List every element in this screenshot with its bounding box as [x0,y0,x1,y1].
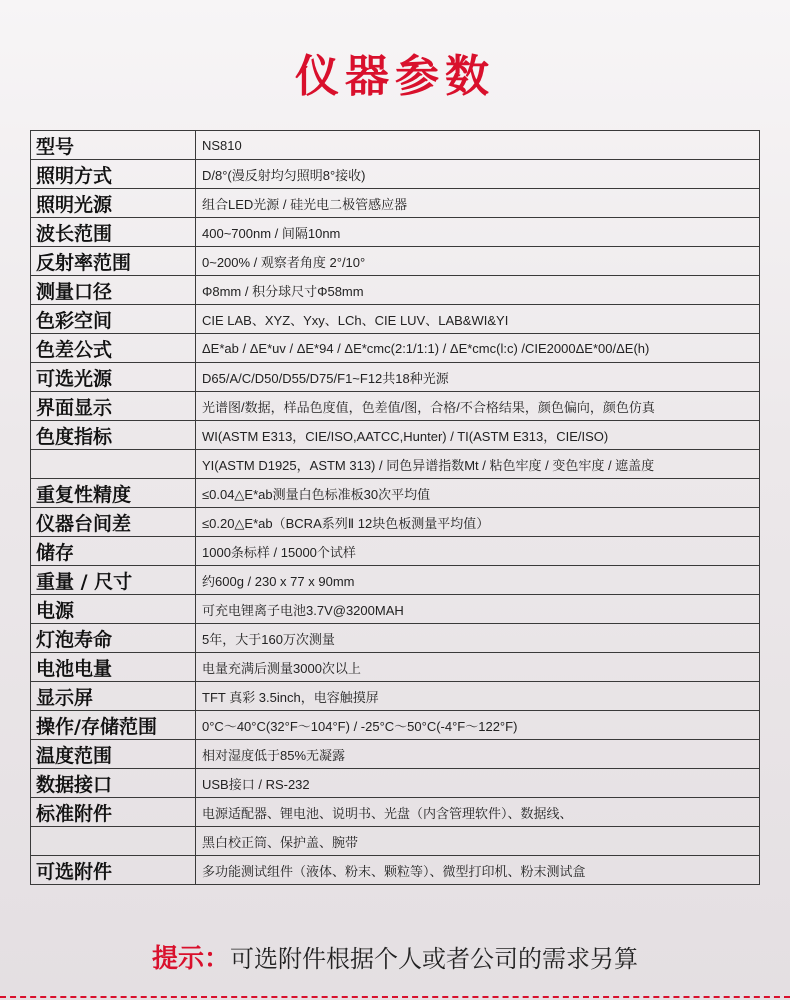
spec-label: 标准附件 [31,798,196,827]
spec-table [30,130,760,885]
table-row [31,160,760,189]
spec-value: D/8°(漫反射均匀照明8°接收) [196,160,760,189]
spec-value: Φ8mm / 积分球尺寸Φ58mm [196,276,760,305]
spec-label: 照明光源 [31,189,196,218]
spec-value: 黑白校正筒、保护盖、腕带 [196,827,760,856]
table-row [31,769,760,798]
spec-value: YI(ASTM D1925，ASTM 313) / 同色异谱指数Mt / 粘色牢度 / 变色牢度 / 遮盖度 [196,450,760,479]
spec-label: 可选附件 [31,856,196,885]
spec-label: 反射率范围 [31,247,196,276]
spec-label: 操作/存储范围 [31,711,196,740]
spec-value: 0°C～40°C(32°F～104°F) / -25°C～50°C(-4°F～122°F) [196,711,760,740]
spec-label: 测量口径 [31,276,196,305]
bottom-dashed-divider [0,996,790,998]
table-row [31,653,760,682]
spec-label [31,450,196,479]
spec-label: 界面显示 [31,392,196,421]
spec-label: 数据接口 [31,769,196,798]
spec-value: USB接口 / RS-232 [196,769,760,798]
table-row [31,740,760,769]
spec-value: 1000条标样 / 15000个试样 [196,537,760,566]
spec-value: 可充电锂离子电池3.7V@3200MAH [196,595,760,624]
table-row [31,682,760,711]
table-row [31,711,760,740]
spec-label: 可选光源 [31,363,196,392]
table-row [31,479,760,508]
spec-value: 相对湿度低于85%无凝露 [196,740,760,769]
spec-value: 5年，大于160万次测量 [196,624,760,653]
spec-value: CIE LAB、XYZ、Yxy、LCh、CIE LUV、LAB&WI&YI [196,305,760,334]
spec-value: 电源适配器、锂电池、说明书、光盘（内含管理软件）、数据线、 [196,798,760,827]
spec-label: 波长范围 [31,218,196,247]
spec-value: 多功能测试组件（液体、粉末、颗粒等）、微型打印机、粉末测试盒 [196,856,760,885]
table-row [31,508,760,537]
spec-label: 显示屏 [31,682,196,711]
tip-label: 提示： [151,944,230,974]
table-row [31,363,760,392]
spec-label: 温度范围 [31,740,196,769]
spec-value: 约600g / 230 x 77 x 90mm [196,566,760,595]
table-row [31,798,760,827]
table-row [31,450,760,479]
spec-value: NS810 [196,131,760,160]
spec-value: 400~700nm / 间隔10nm [196,218,760,247]
spec-label: 重复性精度 [31,479,196,508]
table-row [31,624,760,653]
spec-label [31,827,196,856]
spec-label: 照明方式 [31,160,196,189]
spec-value: 电量充满后测量3000次以上 [196,653,760,682]
table-row [31,392,760,421]
table-row [31,856,760,885]
table-row [31,131,760,160]
spec-label: 灯泡寿命 [31,624,196,653]
spec-label: 储存 [31,537,196,566]
spec-value: 光谱图/数据，样品色度值，色差值/图，合格/不合格结果，颜色偏向，颜色仿真 [196,392,760,421]
spec-label: 电源 [31,595,196,624]
spec-value: ΔE*ab / ΔE*uv / ΔE*94 / ΔE*cmc(2:1/1:1) / ΔE*cmc(l:c) /CIE2000ΔE*00/ΔE(h) [196,334,760,363]
table-row [31,595,760,624]
table-row [31,827,760,856]
spec-value: ≤0.20△E*ab（BCRA系列Ⅱ 12块色板测量平均值） [196,508,760,537]
table-row [31,218,760,247]
page-title: 仪器参数 [295,51,495,102]
tip-note [0,938,790,975]
spec-label: 仪器台间差 [31,508,196,537]
spec-label: 色度指标 [31,421,196,450]
spec-label: 色差公式 [31,334,196,363]
spec-value: TFT 真彩 3.5inch，电容触摸屏 [196,682,760,711]
table-row [31,189,760,218]
spec-label: 电池电量 [31,653,196,682]
table-row [31,421,760,450]
table-row [31,247,760,276]
spec-value: 0~200% / 观察者角度 2°/10° [196,247,760,276]
table-row [31,566,760,595]
tip-text: 可选附件根据个人或者公司的需求另算 [230,945,638,973]
spec-value: D65/A/C/D50/D55/D75/F1~F12共18种光源 [196,363,760,392]
table-row [31,334,760,363]
spec-value: 组合LED光源 / 硅光电二极管感应器 [196,189,760,218]
spec-table-body [31,131,760,885]
spec-label: 色彩空间 [31,305,196,334]
spec-label: 重量 / 尺寸 [31,566,196,595]
table-row [31,537,760,566]
spec-value: ≤0.04△E*ab测量白色标准板30次平均值 [196,479,760,508]
spec-value: WI(ASTM E313，CIE/ISO,AATCC,Hunter) / TI(ASTM E313，CIE/ISO) [196,421,760,450]
table-row [31,276,760,305]
spec-label: 型号 [31,131,196,160]
table-row [31,305,760,334]
